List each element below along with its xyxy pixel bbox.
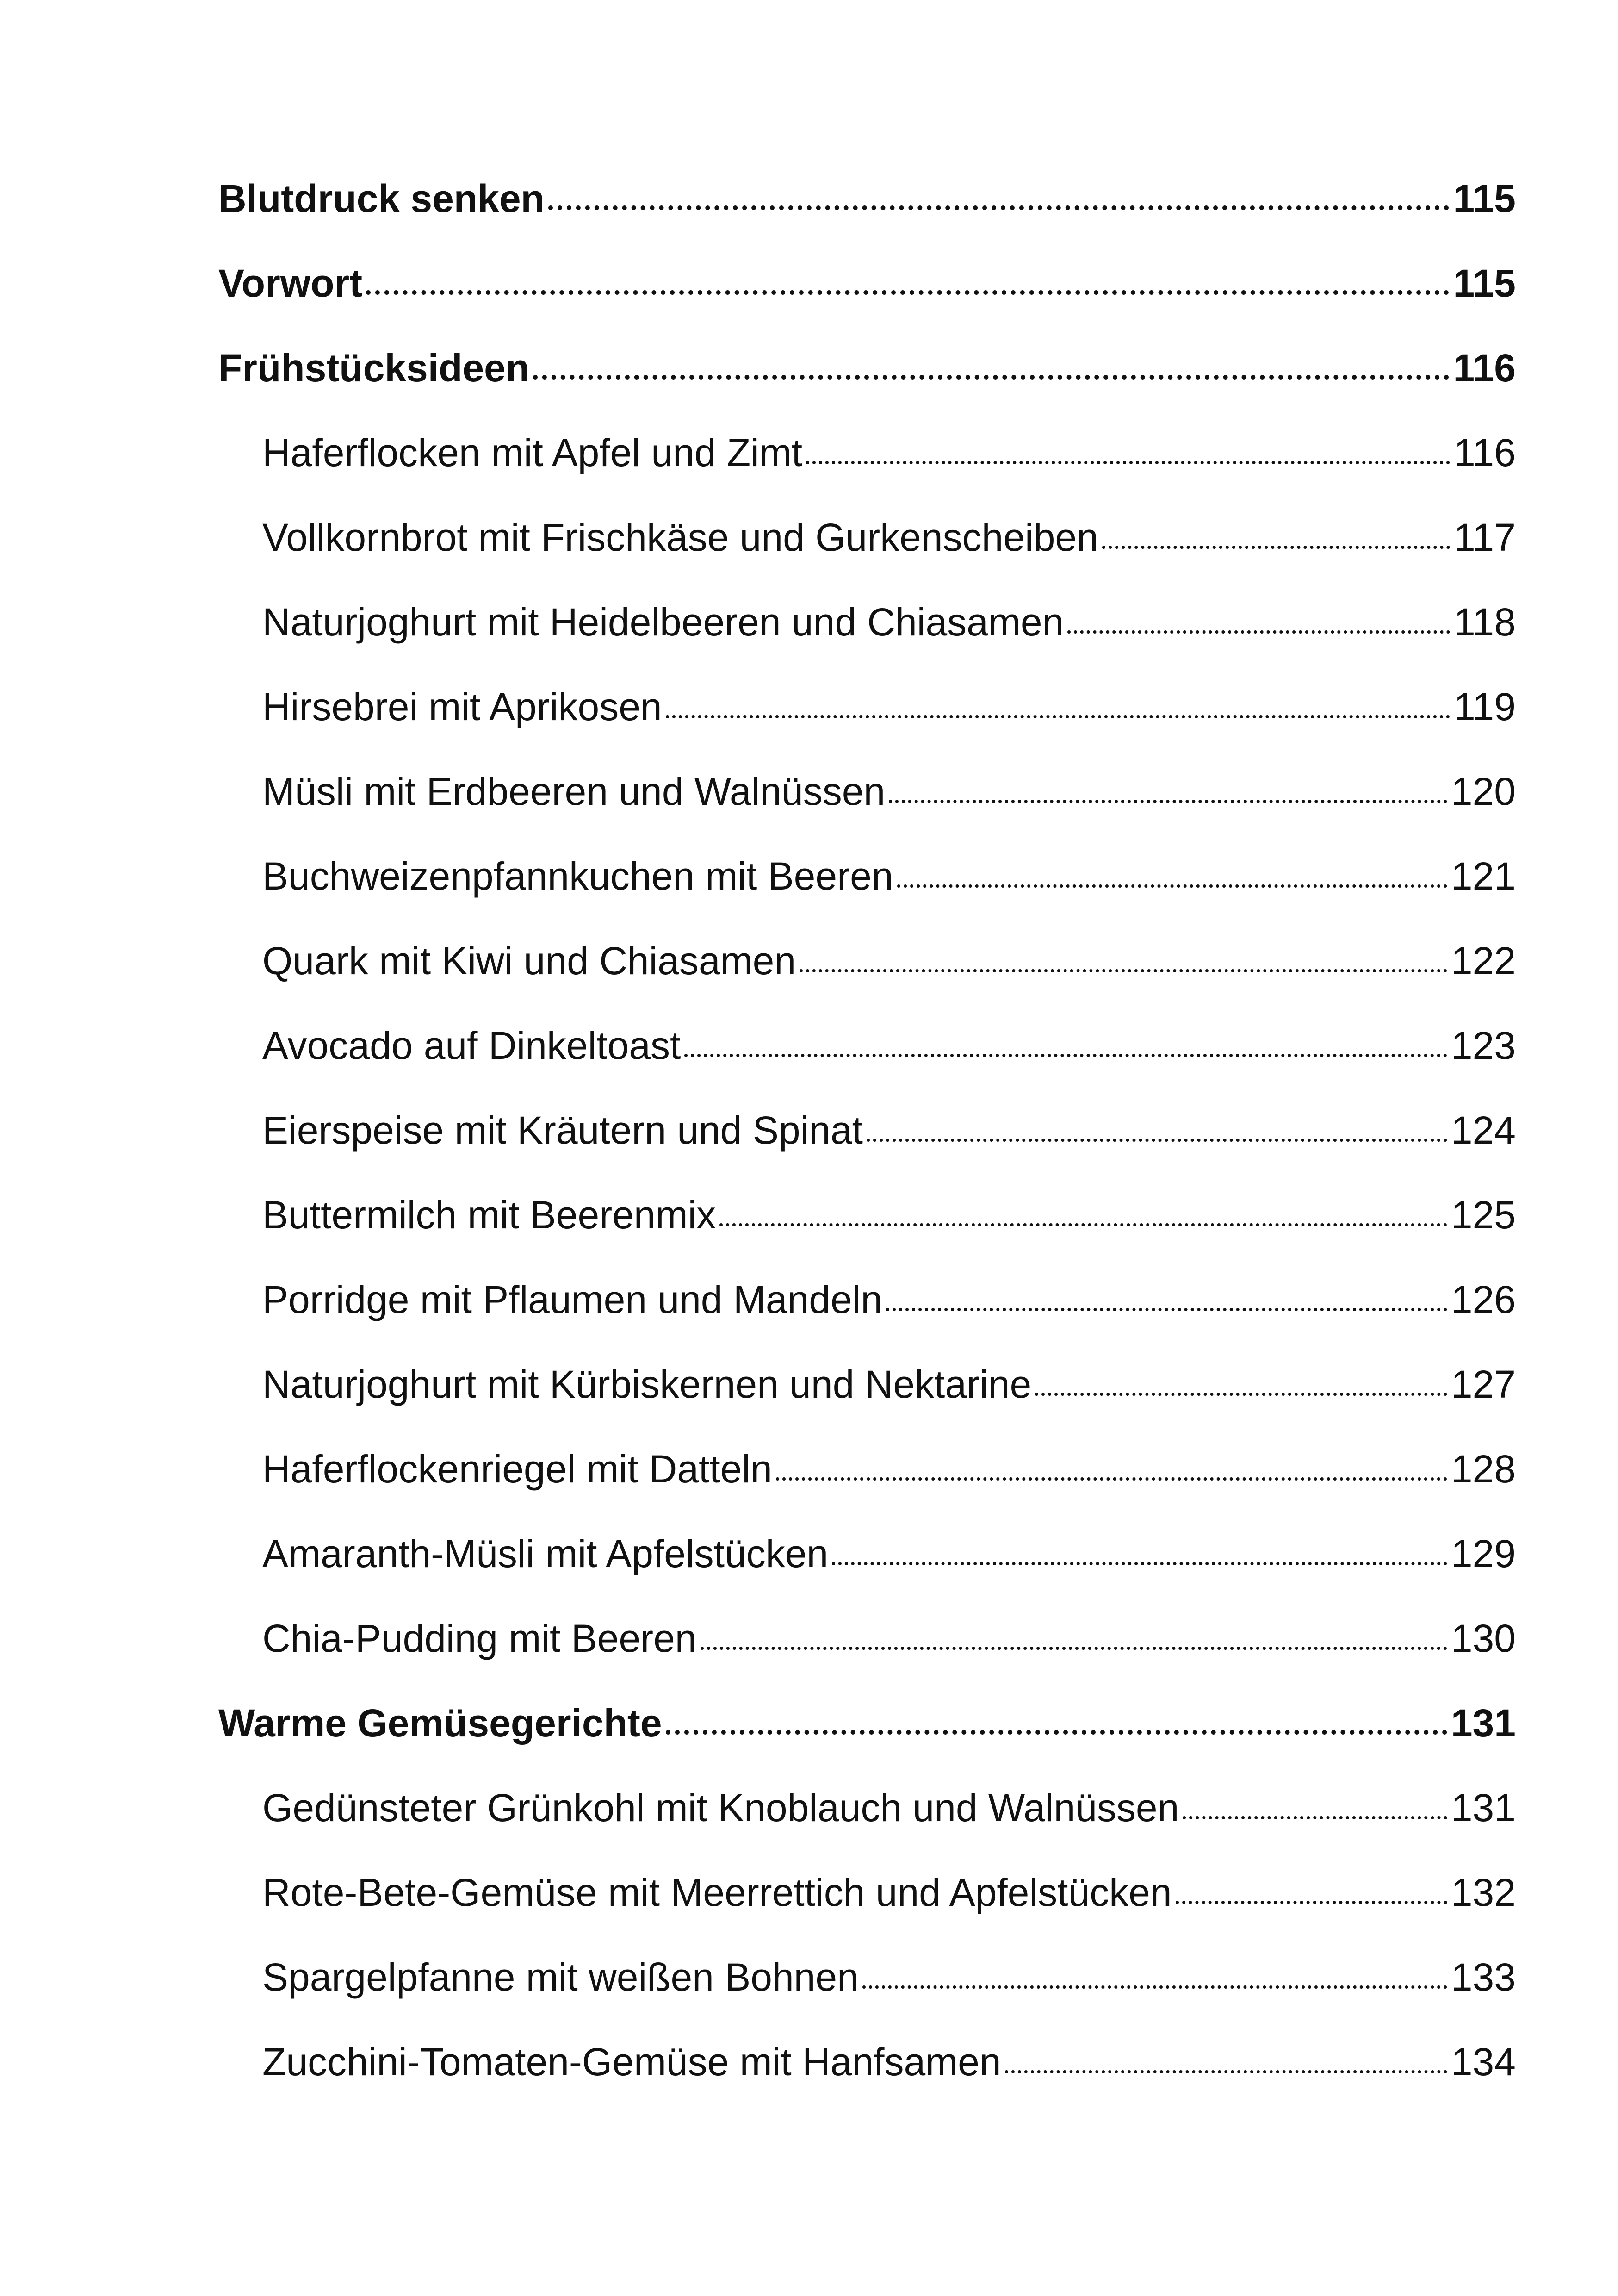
toc-recipe-entry (218, 1088, 1516, 1173)
toc-entry-title: Frühstücksideen (218, 346, 530, 390)
dot-leader (886, 1308, 1447, 1311)
toc-page-number: 116 (1453, 346, 1516, 390)
toc-entry-title: Buchweizenpfannkuchen mit Beeren (262, 854, 893, 898)
toc-recipe-entry (218, 834, 1516, 919)
toc-entry-title: Rote-Bete-Gemüse mit Meerrettich und Apfelstücken (262, 1871, 1172, 1914)
dot-leader (1005, 2070, 1447, 2073)
toc-entry-title: Porridge mit Pflaumen und Mandeln (262, 1278, 883, 1321)
toc-recipe-entry (218, 749, 1516, 834)
dot-leader (1035, 1393, 1447, 1396)
dot-leader (666, 715, 1450, 718)
toc-page-number: 130 (1451, 1617, 1516, 1660)
dot-leader (800, 969, 1447, 972)
dot-leader (862, 1985, 1447, 1989)
toc-recipe-entry (218, 1766, 1516, 1850)
dot-leader (897, 884, 1447, 888)
toc-entry-title: Amaranth-Müsli mit Apfelstücken (262, 1532, 829, 1575)
toc-recipe-entry (218, 1427, 1516, 1512)
dot-leader (719, 1223, 1447, 1226)
dot-leader (1102, 546, 1450, 549)
toc-recipe-entry (218, 1935, 1516, 2020)
toc-recipe-entry (218, 1342, 1516, 1427)
toc-chapter-entry (218, 241, 1516, 326)
toc-recipe-entry (218, 580, 1516, 665)
toc-entry-title: Haferflocken mit Apfel und Zimt (262, 431, 803, 474)
toc-entry-title: Warme Gemüsegerichte (218, 1701, 662, 1745)
dot-leader (1067, 630, 1450, 634)
dot-leader (366, 290, 1449, 295)
toc-entry-title: Quark mit Kiwi und Chiasamen (262, 939, 796, 983)
dot-leader (1176, 1901, 1447, 1904)
dot-leader (666, 1730, 1447, 1735)
toc-page-number: 125 (1451, 1193, 1516, 1237)
toc-page-number: 115 (1453, 177, 1516, 220)
toc-entry-title: Vorwort (218, 261, 363, 305)
dot-leader (1183, 1816, 1447, 1819)
toc-chapter-entry (218, 326, 1516, 411)
toc-recipe-entry (218, 1512, 1516, 1596)
dot-leader (867, 1139, 1447, 1142)
dot-leader (832, 1562, 1447, 1565)
dot-leader (548, 205, 1450, 210)
toc-page-number: 121 (1451, 854, 1516, 898)
dot-leader (806, 461, 1450, 464)
dot-leader (684, 1054, 1447, 1057)
toc-page-number: 128 (1451, 1447, 1516, 1491)
toc-page-number: 131 (1451, 1701, 1516, 1745)
toc-entry-title: Naturjoghurt mit Kürbiskernen und Nektarine (262, 1363, 1032, 1406)
toc-page-number: 126 (1451, 1278, 1516, 1321)
toc-entry-title: Buttermilch mit Beerenmix (262, 1193, 716, 1237)
toc-recipe-entry (218, 1850, 1516, 1935)
dot-leader (776, 1477, 1447, 1481)
toc-page-number: 120 (1451, 770, 1516, 813)
toc-page-number: 132 (1451, 1871, 1516, 1914)
toc-recipe-entry (218, 665, 1516, 749)
toc-recipe-entry (218, 1173, 1516, 1257)
toc-page-number: 123 (1451, 1024, 1516, 1067)
toc-page-number: 117 (1454, 516, 1516, 559)
toc-page-number: 115 (1453, 261, 1516, 305)
toc-recipe-entry (218, 1257, 1516, 1342)
toc-page-number: 119 (1454, 685, 1516, 728)
toc-entry-title: Zucchini-Tomaten-Gemüse mit Hanfsamen (262, 2040, 1001, 2084)
toc-recipe-entry (218, 1003, 1516, 1088)
toc-entry-title: Vollkornbrot mit Frischkäse und Gurkenscheiben (262, 516, 1098, 559)
toc-entry-title: Hirsebrei mit Aprikosen (262, 685, 662, 728)
toc-page-number: 133 (1451, 1955, 1516, 1999)
toc-entry-title: Avocado auf Dinkeltoast (262, 1024, 681, 1067)
toc-page-number: 122 (1451, 939, 1516, 983)
toc-page-number: 131 (1451, 1786, 1516, 1829)
toc-page-number: 118 (1454, 600, 1516, 644)
table-of-contents (218, 156, 1516, 2104)
toc-entry-title: Haferflockenriegel mit Datteln (262, 1447, 772, 1491)
toc-page-number: 124 (1451, 1108, 1516, 1152)
toc-recipe-entry (218, 411, 1516, 495)
toc-page-number: 134 (1451, 2040, 1516, 2084)
toc-entry-title: Spargelpfanne mit weißen Bohnen (262, 1955, 859, 1999)
toc-page-number: 129 (1451, 1532, 1516, 1575)
toc-entry-title: Naturjoghurt mit Heidelbeeren und Chiasamen (262, 600, 1064, 644)
toc-page-number: 127 (1451, 1363, 1516, 1406)
toc-recipe-entry (218, 919, 1516, 1003)
toc-chapter-entry (218, 1681, 1516, 1766)
dot-leader (701, 1647, 1447, 1650)
toc-entry-title: Blutdruck senken (218, 177, 545, 220)
toc-chapter-entry (218, 156, 1516, 241)
dot-leader (889, 800, 1447, 803)
toc-recipe-entry (218, 1596, 1516, 1681)
toc-page-number: 116 (1454, 431, 1516, 474)
toc-recipe-entry (218, 2020, 1516, 2104)
toc-recipe-entry (218, 495, 1516, 580)
toc-entry-title: Gedünsteter Grünkohl mit Knoblauch und Walnüssen (262, 1786, 1179, 1829)
dot-leader (533, 375, 1449, 380)
toc-entry-title: Chia-Pudding mit Beeren (262, 1617, 697, 1660)
toc-entry-title: Eierspeise mit Kräutern und Spinat (262, 1108, 863, 1152)
toc-entry-title: Müsli mit Erdbeeren und Walnüssen (262, 770, 886, 813)
